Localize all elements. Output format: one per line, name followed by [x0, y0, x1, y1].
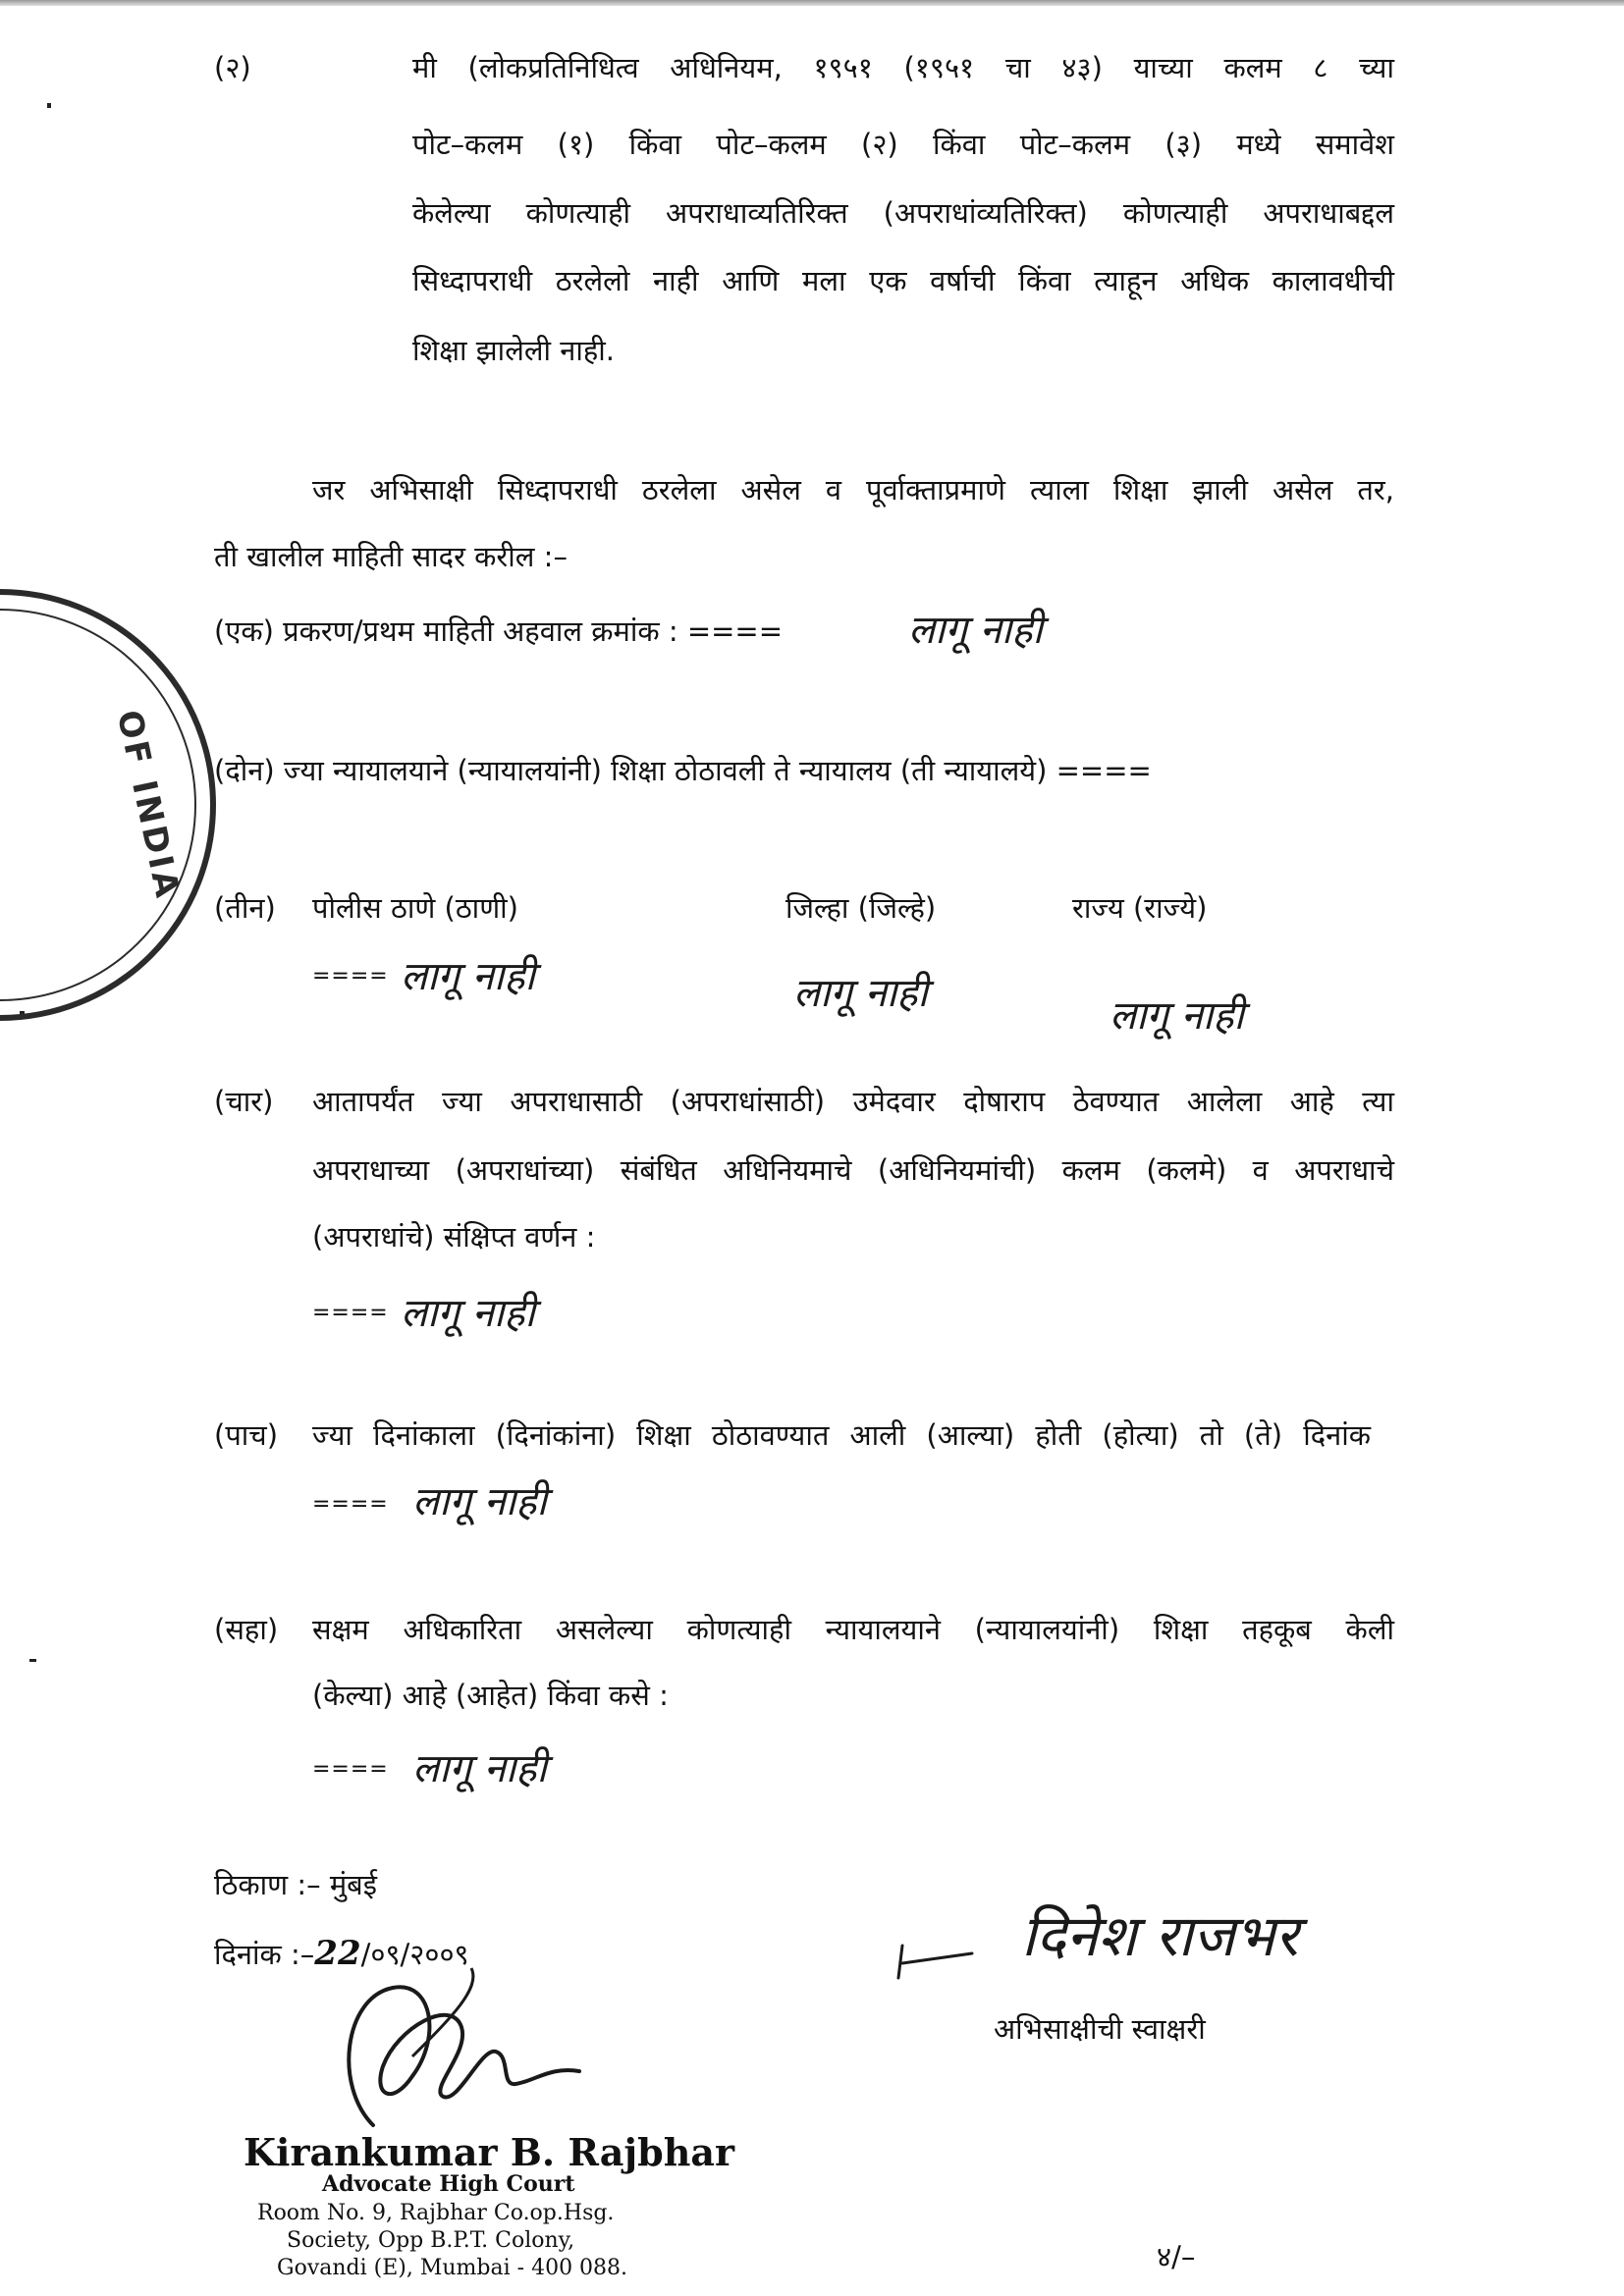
handwritten-answer: लागू नाही	[401, 1291, 535, 1336]
item-three-number: (तीन)	[214, 891, 276, 925]
clause-line: शिक्षा झालेली नाही.	[412, 334, 615, 367]
item-six-line: सक्षम अधिकारिता असलेल्या कोणत्याही न्यायालयाने (न्यायालयांनी) शिक्षा तहकूब केली	[312, 1613, 1394, 1646]
clause-number: (२)	[214, 51, 251, 84]
date-label: दिनांक :–	[214, 1938, 315, 1971]
advocate-name: Kirankumar B. Rajbhar	[244, 2130, 735, 2174]
scan-speck	[29, 1659, 36, 1662]
item-one-label: (एक) प्रकरण/प्रथम माहिती अहवाल क्रमांक : ====	[214, 614, 784, 648]
handwritten-answer: लागू नाही	[793, 971, 928, 1016]
page-marker: ४/–	[1157, 2240, 1196, 2273]
date-rest: /०९/२००९	[360, 1938, 469, 1971]
signature-tick	[889, 1924, 977, 1983]
advocate-title: Advocate High Court	[322, 2171, 575, 2197]
item-four-line: अपराधाच्या (अपराधांच्या) संबंधित अधिनियमाचे (अधिनियमांची) कलम (कलमे) व अपराधाचे	[312, 1153, 1394, 1187]
seal-text: OF INDIA	[108, 707, 188, 904]
item-four-line: आतापर्यंत ज्या अपराधासाठी (अपराधांसाठी) उमेदवार दोषाराप ठेवण्यात आलेला आहे त्या	[312, 1085, 1394, 1118]
equals-marker: ====	[312, 1492, 389, 1517]
item-five-number: (पाच)	[214, 1418, 279, 1452]
equals-marker: ====	[312, 1757, 389, 1782]
district-label: जिल्हा (जिल्हे)	[785, 891, 937, 925]
handwritten-answer: लागू नाही	[908, 608, 1043, 653]
handwritten-answer: लागू नाही	[401, 954, 535, 999]
equals-marker: ====	[312, 1301, 389, 1325]
item-four-line: (अपराधांचे) संक्षिप्त वर्णन :	[312, 1220, 596, 1254]
advocate-signature	[314, 1958, 589, 2145]
clause-line: मी (लोकप्रतिनिधित्व अधिनियम, १९५१ (१९५१ चा ४३) याच्या कलम ८ च्या	[412, 51, 1394, 84]
advocate-address: Govandi (E), Mumbai - 400 088.	[277, 2256, 628, 2280]
clause-line: केलेल्या कोणत्याही अपराधाव्यतिरिक्त (अपराधांव्यतिरिक्त) कोणत्याही अपराधाबद्दल	[412, 196, 1394, 230]
state-label: राज्य (राज्ये)	[1072, 891, 1208, 925]
signature-caption: अभिसाक्षीची स्वाक्षरी	[994, 2012, 1206, 2046]
handwritten-answer: लागू नाही	[412, 1479, 547, 1524]
clause-line: सिध्दापराधी ठरलेलो नाही आणि मला एक वर्षाची किंवा त्याहून अधिक कालावधीची	[412, 264, 1394, 297]
advocate-address: Society, Opp B.P.T. Colony,	[287, 2228, 575, 2253]
police-station-label: पोलीस ठाणे (ठाणी)	[312, 891, 518, 925]
deponent-signature: दिनेश राजभर	[1021, 1902, 1299, 1969]
scan-top-edge	[0, 0, 1624, 6]
intro-line: जर अभिसाक्षी सिध्दापराधी ठरलेला असेल व पूर्वाक्ताप्रमाणे त्याला शिक्षा झाली असेल तर,	[312, 473, 1394, 507]
official-seal	[0, 589, 216, 1021]
handwritten-answer: लागू नाही	[1110, 993, 1244, 1039]
item-two-label: (दोन) ज्या न्यायालयाने (न्यायालयांनी) शिक्षा ठोठावली ते न्यायालय (ती न्यायालये) ====	[214, 754, 1152, 787]
item-six-number: (सहा)	[214, 1613, 279, 1646]
clause-line: पोट–कलम (१) किंवा पोट–कलम (२) किंवा पोट–कलम (३) मध्ये समावेश	[412, 128, 1394, 161]
advocate-address: Room No. 9, Rajbhar Co.op.Hsg.	[257, 2201, 615, 2225]
place-label: ठिकाण :– मुंबई	[214, 1868, 377, 1901]
date-day: 22	[314, 1934, 361, 1973]
scan-speck	[47, 103, 51, 108]
item-six-line: (केल्या) आहे (आहेत) किंवा कसे :	[312, 1679, 669, 1712]
item-five-line: ज्या दिनांकाला (दिनांकांना) शिक्षा ठोठावण्यात आली (आल्या) होती (होत्या) तो (ते) दिनांक	[312, 1418, 1371, 1452]
handwritten-answer: लागू नाही	[412, 1746, 547, 1791]
intro-line: ती खालील माहिती सादर करील :–	[214, 540, 568, 573]
item-four-number: (चार)	[214, 1085, 274, 1118]
equals-marker: ====	[312, 964, 389, 988]
